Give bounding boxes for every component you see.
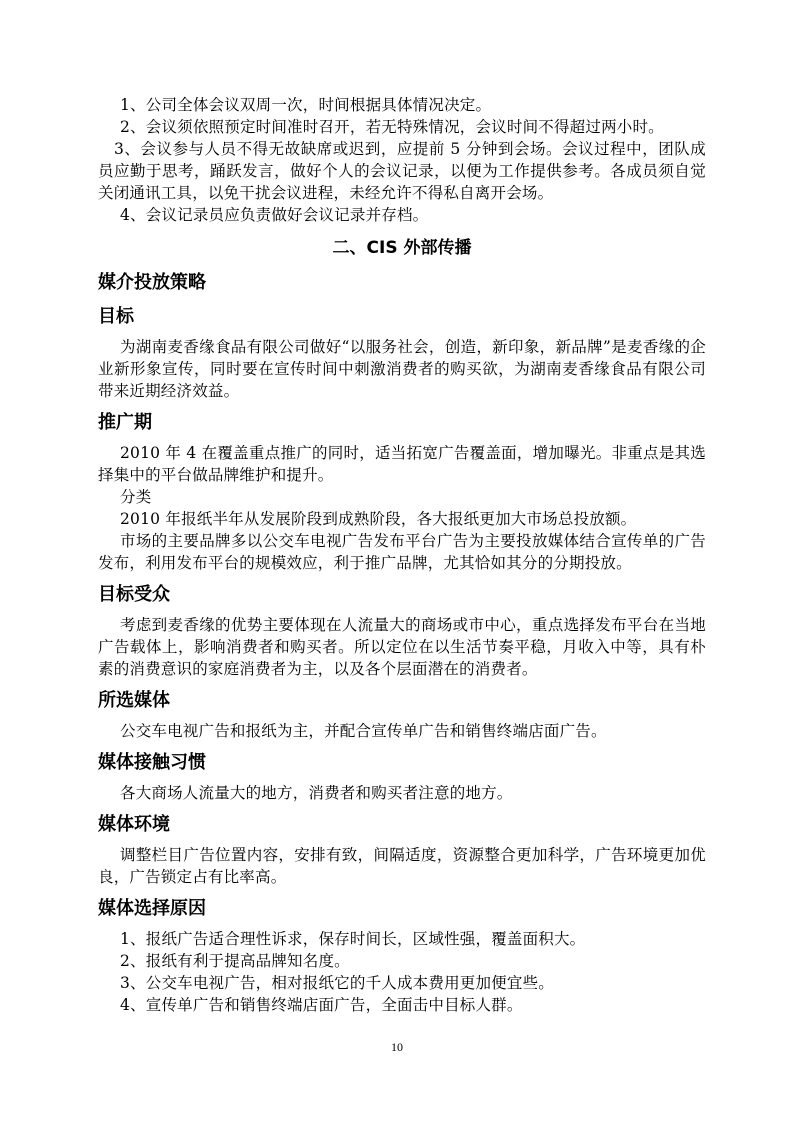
rule-2: 2、会议须依照预定时间准时召开，若无特殊情况，会议时间不得超过两小时。 (120, 118, 664, 136)
reason-4: 4、宣传单广告和销售终端店面广告，全面击中目标人群。 (120, 996, 523, 1014)
section-title: 二、CIS 外部传播 (332, 238, 472, 258)
heading-selected-media: 所选媒体 (98, 690, 170, 711)
habit-paragraph: 各大商场人流量大的地方，消费者和购买者注意的地方。 (120, 784, 513, 802)
heading-media-reasons: 媒体选择原因 (98, 898, 206, 919)
rule-1: 1、公司全体会议双周一次，时间根据具体情况决定。 (120, 96, 492, 114)
classify-label: 分类 (120, 488, 152, 506)
heading-media-strategy: 媒介投放策略 (98, 272, 206, 293)
heading-media-environment: 媒体环境 (98, 814, 170, 835)
media-paragraph: 公交车电视广告和报纸为主，并配合宣传单广告和销售终端店面广告。 (120, 722, 607, 740)
promotion-paragraph: 2010 年 4 在覆盖重点推广的同时，适当拓宽广告覆盖面，增加曝光。非重点是其选择集中的平台做品牌维护和提升。 (98, 444, 706, 484)
heading-goal: 目标 (98, 306, 134, 327)
market-paragraph: 市场的主要品牌多以公交车电视广告发布平台广告为主要投放媒体结合宣传单的广告发布，利用发布平台的规模效应，利于推广品牌，尤其恰如其分的分期投放。 (98, 532, 706, 572)
audience-paragraph: 考虑到麦香缘的优势主要体现在人流量大的商场或市中心，重点选择发布平台在当地广告载体上，影响消费者和购买者。所以定位在以生活节奏平稳，月收入中等，具有朴素的消费意识的家庭消费者为主，以及各个层面潜在的消费者。 (98, 616, 706, 678)
heading-promotion-period: 推广期 (98, 412, 152, 433)
rule-3: 3、会议参与人员不得无故缺席或迟到，应提前 5 分钟到会场。会议过程中，团队成员应勤于思考，踊跃发言，做好个人的会议记录，以便为工作提供参考。各成员须自觉关闭通讯工具，以免干扰会议进程，未经允许不得私自离开会场。 (98, 140, 706, 202)
reason-3: 3、公交车电视广告，相对报纸它的千人成本费用更加便宜些。 (120, 974, 554, 992)
goal-paragraph: 为湖南麦香缘食品有限公司做好“以服务社会，创造，新印象，新品牌”是麦香缘的企业新形象宣传，同时要在宣传时间中刺激消费者的购买欲，为湖南麦香缘食品有限公司带来近期经济效益。 (98, 338, 706, 400)
heading-media-habit: 媒体接触习惯 (98, 752, 206, 773)
page-number: 10 (391, 1040, 403, 1054)
heading-target-audience: 目标受众 (98, 584, 170, 605)
page-content (98, 94, 706, 1016)
reason-1: 1、报纸广告适合理性诉求，保存时间长，区域性强，覆盖面积大。 (120, 930, 586, 948)
reason-2: 2、报纸有利于提高品牌知名度。 (120, 952, 350, 970)
environment-paragraph: 调整栏目广告位置内容，安排有致，间隔适度，资源整合更加科学，广告环境更加优良，广告锁定占有比率高。 (98, 846, 706, 886)
classify-paragraph: 2010 年报纸半年从发展阶段到成熟阶段，各大报纸更加大市场总投放额。 (120, 510, 637, 528)
rule-4: 4、会议记录员应负责做好会议记录并存档。 (120, 206, 429, 224)
